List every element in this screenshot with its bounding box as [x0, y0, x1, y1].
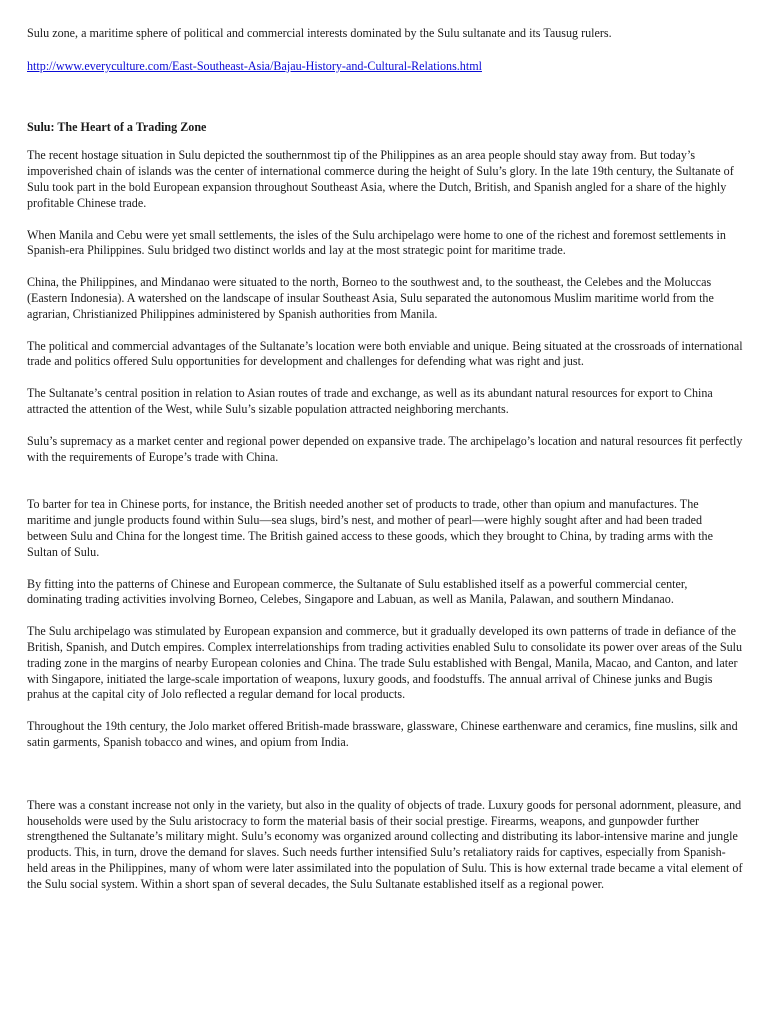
source-link[interactable]: http://www.everyculture.com/East-Southeast-Asia/Bajau-History-and-Cultural-Relations.html [27, 58, 482, 73]
paragraph: There was a constant increase not only in the variety, but also in the quality of objects of trade. Luxury goods for personal adornment, pleasure, and households were used by the Sulu aristocracy to form the material basis of their social prestige. Firearms, weapons, and gunpowder further strengthened the Sultanate’s military might. Sulu’s economy was organized around collecting and distributing its labor-intensive marine and jungle products. This, in turn, drove the demand for slaves. Such needs further intensified Sulu’s retaliatory raids for captives, especially from Spanish-held areas in the Philippines, many of whom were later assimilated into the population of Sulu. This is how external trade became a vital element of the Sulu social system. Within a short span of several decades, the Sulu Sultanate established itself as a regional power. [27, 797, 743, 891]
document-page [27, 26, 743, 892]
section-heading: Sulu: The Heart of a Trading Zone [27, 119, 207, 134]
paragraph: The Sultanate’s central position in relation to Asian routes of trade and exchange, as well as its abundant natural resources for export to China attracted the attention of the West, while Sulu’s sizable population attracted neighboring merchants. [27, 386, 713, 416]
paragraph: When Manila and Cebu were yet small settlements, the isles of the Sulu archipelago were home to one of the richest and foremost settlements in Spanish-era Philippines. Sulu bridged two distinct worlds and lay at the most strategic point for maritime trade. [27, 227, 726, 258]
paragraph: China, the Philippines, and Mindanao were situated to the north, Borneo to the southwest and, to the southeast, the Celebes and the Moluccas (Eastern Indonesia). A watershed on the landscape of insular Southeast Asia, Sulu separated the autonomous Muslim maritime world from the agrarian, Christianized Philippines administered by Spanish authorities from Manila. [27, 275, 714, 321]
paragraph: To barter for tea in Chinese ports, for instance, the British needed another set of products to trade, other than opium and manufactures. The maritime and jungle products found within Sulu—sea slugs, bird’s nest, and mother of pearl—were highly sought after and had been traded between Sulu and China for the longest time. The British gained access to these goods, which they brought to China, by trading arms with the Sultan of Sulu. [27, 497, 713, 559]
paragraph: Sulu’s supremacy as a market center and regional power depended on expansive trade. The archipelago’s location and natural resources fit perfectly with the requirements of Europe’s trade with China. [27, 433, 743, 464]
paragraph: The recent hostage situation in Sulu depicted the southernmost tip of the Philippines as an area people should stay away from. But today’s impoverished chain of islands was the center of international commerce during the height of Sulu’s glory. In the late 19th century, the Sultanate of Sulu took part in the bold European expansion throughout Southeast Asia, where the Dutch, British, and Spanish angled for a share of the highly profitable Chinese trade. [27, 148, 734, 210]
intro-text: Sulu zone, a maritime sphere of political and commercial interests dominated by the Sulu sultanate and its Tausug rulers. [27, 26, 612, 40]
paragraph: Throughout the 19th century, the Jolo market offered British-made brassware, glassware, Chinese earthenware and ceramics, fine muslins, silk and satin garments, Spanish tobacco and wines, and opium from India. [27, 719, 738, 749]
paragraph: The Sulu archipelago was stimulated by European expansion and commerce, but it gradually developed its own patterns of trade in defiance of the British, Spanish, and Dutch empires. Complex interrelationships from trading activities enabled Sulu to consolidate its power over areas of the Sulu trading zone in the margins of nearby European colonies and China. The trade Sulu established with Bengal, Manila, Macao, and Canton, and later with Singapore, initiated the large-scale importation of weapons, luxury goods, and foodstuffs. The annual arrival of Chinese junks and Bugis prahus at the capital city of Jolo reflected a regular demand for local products. [27, 624, 743, 702]
paragraph: The political and commercial advantages of the Sultanate’s location were both enviable and unique. Being situated at the crossroads of international trade and politics offered Sulu opportunities for development and challenges for defending what was right and just. [27, 338, 743, 369]
paragraph: By fitting into the patterns of Chinese and European commerce, the Sultanate of Sulu established itself as a powerful commercial center, dominating trading activities involving Borneo, Celebes, Singapore and Labuan, as well as Manila, Palawan, and southern Mindanao. [27, 576, 688, 607]
